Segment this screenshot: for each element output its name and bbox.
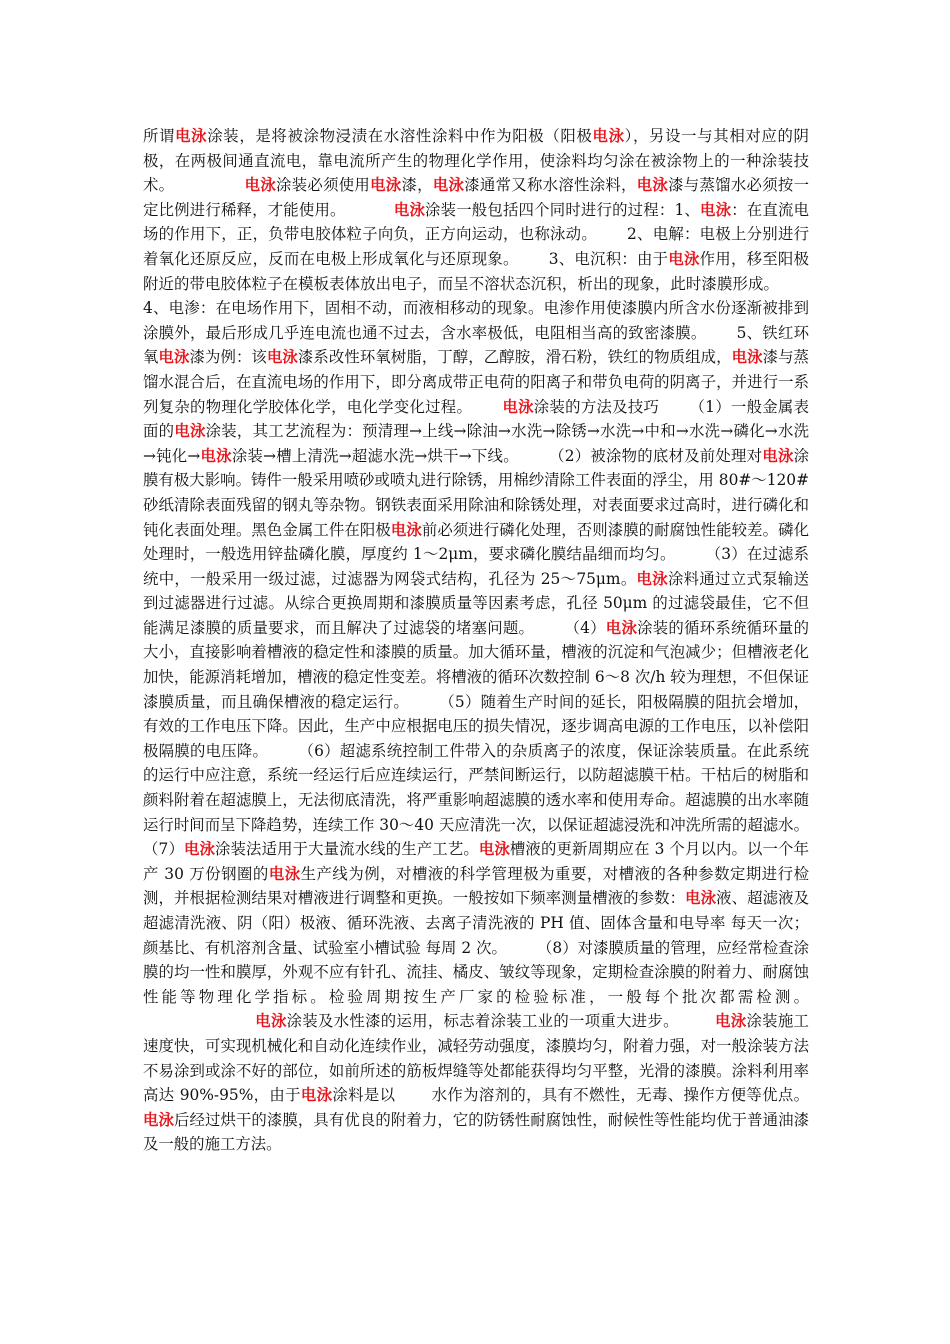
highlighted-keyword: 电泳 [175, 127, 208, 145]
text-run: 涂装，是将被涂物浸渍在水溶性涂料中作为阳极（阳极 [207, 127, 593, 145]
text-run: 5、铁红环氧 [143, 323, 809, 367]
text-run: 漆系改性环氧树脂，丁醇，乙醇胺，滑石粉，铁红的物质组成， [297, 348, 732, 367]
highlighted-keyword: 电泳 [714, 1012, 747, 1031]
highlighted-keyword: 电泳 [393, 200, 426, 219]
text-run: 4、电渗：在电场作用下，固相不动，而液相移动的现象。电渗作用使漆膜内所含水份逐渐被排到涂膜外，最后形成几乎连电流也通不过去，含水率极低，电阻相当高的致密漆膜。 [143, 299, 809, 342]
text-run: （5）随着生产时间的延长，阳极隔膜的阻抗会增加，有效的工作电压下降。因此，生产中应根据电压的损失情况，逐步调高电源的工作电压，以补偿阳极隔膜的电压降。 [143, 692, 809, 760]
highlighted-keyword: 电泳 [268, 864, 301, 883]
highlighted-keyword: 电泳 [200, 446, 232, 465]
text-run: 前必须进行磷化处理，否则漆膜的耐腐蚀性能较差。磷化处理时，一般选用锌盐磷化膜，厚度约 1～2μm，要求磷化膜结晶细而均匀。 [143, 520, 809, 564]
highlighted-keyword: 电泳 [143, 1110, 174, 1129]
text-run: ），另设一与其相对应的阴极，在两极间通直流电，靠电流所产生的物理化学作用，使涂料均匀涂在被涂物上的一种涂装技术。 [143, 127, 809, 195]
highlighted-keyword: 电泳 [592, 127, 625, 145]
highlighted-keyword: 电泳 [432, 176, 465, 195]
text-run: 涂装→槽上清洗→超滤水洗→烘干→下线。 [231, 446, 519, 465]
highlighted-keyword: 电泳 [478, 840, 510, 859]
text-run: 漆与蒸馏水混合后，在直流电场的作用下，即分离成带正电荷的阳离子和带负电荷的阴离子，并进行一系列复杂的物理化学胶体化学，电化学变化过程。 [143, 348, 809, 416]
text-run: 所谓 [143, 127, 176, 145]
highlighted-keyword: 电泳 [174, 422, 206, 441]
text-run: （4） [564, 618, 606, 637]
text-run: 涂料通过立式泵输送到过滤器进行过滤。从综合更换周期和漆膜质量等因素考虑，孔径 50μm 的过滤袋最佳，它不但能满足漆膜的质量要求，而且解决了过滤袋的堵塞问题。 [143, 569, 809, 637]
highlighted-keyword: 电泳 [700, 200, 732, 219]
highlighted-keyword: 电泳 [300, 1086, 333, 1105]
text-run: 涂装的方法及技巧 [533, 397, 660, 416]
highlighted-keyword: 电泳 [266, 348, 298, 367]
text-run: 液、超滤液及超滤清洗液、阴（阳）极液、循环洗液、去离子清洗液的 PH 值、固体含量和电导率 每天一次；颜基比、有机溶剂含量、试验室小槽试验 每周 2 次。 [143, 889, 809, 957]
highlighted-keyword: 电泳 [158, 348, 190, 367]
text-run: 槽液的更新周期应在 3 个月以内。以一个年产 30 万份钢圈的 [143, 840, 809, 883]
body-paragraph [143, 124, 809, 1157]
highlighted-keyword: 电泳 [370, 176, 402, 195]
text-run: 水作为溶剂的，具有不燃性，无毒、操作方便等优点。 [431, 1086, 809, 1105]
text-run: （6）超滤系统控制工件带入的杂质离子的浓度，保证涂装质量。在此系统的运行中应注意，系统一经运行后应连续运行，严禁间断运行，以防超滤膜干枯。干枯后的树脂和颜料附着在超滤膜上，无法彻底清洗，将严重影响超滤膜的透水率和使用寿命。超滤膜的出水率随运行时间而呈下降趋势，连续工作 30～40 天应清洗一次，以保证超滤浸洗和冲洗所需的超滤水。（7） [143, 741, 809, 859]
highlighted-keyword: 电泳 [668, 249, 700, 268]
highlighted-keyword: 电泳 [183, 840, 216, 859]
text-run: ：在直流电场的作用下，正，负带电胶体粒子向负，正方向运动，也称泳动。 [143, 200, 809, 244]
text-run: 漆为例：该 [189, 348, 267, 367]
text-run: （8）对漆膜质量的管理，应经常检查涂膜的均一性和膜厚，外观不应有针孔、流挂、橘皮、皱纹等现象，定期检查涂膜的附着力、耐腐蚀性能等物理化学指标。检验周期按生产厂家的检验标准，一般每个批次都需检测。 [143, 938, 809, 1006]
highlighted-keyword: 电泳 [390, 520, 422, 539]
text-run: 涂装的循环系统循环量的大小，直接影响着槽液的稳定性和漆膜的质量。加大循环量，槽液的沉淀和气泡减少；但槽液老化加快，能源消耗增加，槽液的稳定性变差。将槽液的循环次数控制 6～8 次/h 较为理想，不但保证漆膜质量，而且确保槽液的稳定运行。 [143, 618, 809, 711]
highlighted-keyword: 电泳 [244, 176, 277, 195]
text-run: 生产线为例，对槽液的科学管理极为重要，对槽液的各种参数定期进行检测，并根据检测结果对槽液进行调整和更换。一般按如下频率测量槽液的参数： [143, 864, 809, 908]
text-run: （3）在过滤系统中，一般采用一级过滤，过滤器为网袋式结构，孔径为 25～75μm。 [143, 545, 809, 588]
highlighted-keyword: 电泳 [762, 446, 794, 465]
text-run: 作用，移至阳极附近的带电胶体粒子在模板表体放出电子，而呈不溶状态沉积，析出的现象，此时漆膜形成。 [143, 249, 809, 293]
text-run: 后经过烘干的漆膜，具有优良的附着力，它的防锈性耐腐蚀性，耐候性等性能均优于普通油漆及一般的施工方法。 [143, 1110, 809, 1154]
text-run: 漆， [401, 176, 433, 195]
text-run: 3、电沉积：由于 [548, 249, 669, 268]
highlighted-keyword: 电泳 [636, 569, 668, 588]
highlighted-keyword: 电泳 [636, 176, 669, 195]
text-run: （2）被涂物的底材及前处理对 [548, 446, 763, 465]
text-run: 2、电解：电极上分别进行着氧化还原反应，反而在电极上形成氧化与还原现象。 [143, 225, 809, 268]
text-run: 涂装及水性漆的运用，标志着涂装工业的一项重大进步。 [286, 1012, 679, 1031]
highlighted-keyword: 电泳 [255, 1012, 287, 1031]
text-run: 涂膜有极大影响。铸件一般采用喷砂或喷丸进行除锈，用棉纱清除工件表面的浮尘，用 80#～120#砂纸清除表面残留的钢丸等杂物。钢铁表面采用除油和除锈处理，对表面要求过高时，进行磷化和钝化表面处理。黑色金属工件在阳极 [143, 446, 809, 539]
text-run: 涂装法适用于大量流水线的生产工艺。 [215, 840, 479, 859]
text-run: 涂装施工速度快，可实现机械化和自动化连续作业，减轻劳动强度，漆膜均匀，附着力强，对一般涂装方法不易涂到或涂不好的部位，如前所述的筋板焊缝等处都能获得均匀平整，光滑的漆膜。涂料利用率高达 90%-95%，由于 [143, 1012, 809, 1105]
text-run: 涂料是以 [332, 1086, 396, 1105]
text-run: 漆与蒸馏水必须按一定比例进行稀释，才能使用。 [143, 176, 809, 219]
highlighted-keyword: 电泳 [502, 397, 534, 416]
text-run: （1）一般金属表面的 [143, 397, 809, 441]
text-run: 涂装必须使用 [276, 176, 371, 195]
text-run: 涂装，其工艺流程为：预清理→上线→除油→水洗→除锈→水洗→中和→水洗→磷化→水洗→钝化→ [143, 422, 809, 465]
highlighted-keyword: 电泳 [605, 618, 638, 637]
text-run: 涂装一般包括四个同时进行的过程：1、 [425, 200, 701, 219]
highlighted-keyword: 电泳 [731, 348, 763, 367]
highlighted-keyword: 电泳 [685, 889, 717, 908]
text-run: 漆通常又称水溶性涂料， [464, 176, 637, 195]
